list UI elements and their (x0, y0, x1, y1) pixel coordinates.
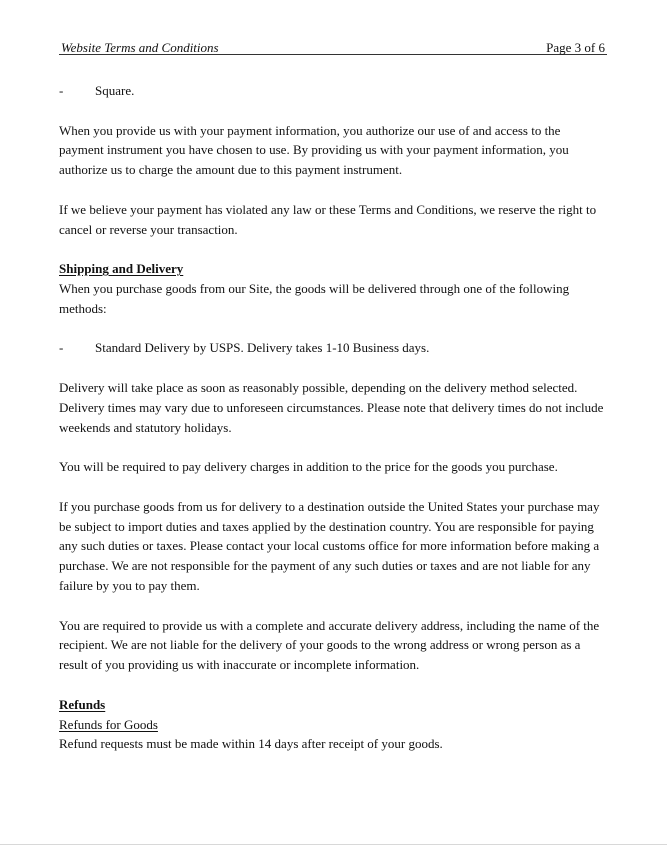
paragraph-shipping-intro: When you purchase goods from our Site, the goods will be delivered through one of the following methods: (59, 280, 570, 316)
paragraph-delivery-time: Delivery will take place as soon as reasonably possible, depending on the delivery method selected. Delivery times may vary due to unforeseen circumstances. Please note that delivery times do not include weekends and statutory holidays. (59, 379, 604, 435)
paragraph-address: You are required to provide us with a complete and accurate delivery address, including the name of the recipient. We are not liable for the delivery of your goods to the wrong address or wrong person as a result of you providing us with inaccurate or incomplete information. (59, 617, 600, 673)
page-header (59, 40, 607, 55)
list-item-text: Square. (95, 83, 135, 98)
page-number: Page 3 of 6 (546, 40, 605, 55)
paragraph-authorize: When you provide us with your payment information, you authorize our use of and access to the payment instrument you have chosen to use. By providing us with your payment information, you authorize us to charge the amount due to this payment instrument. (59, 122, 569, 178)
page-bottom-divider (0, 844, 667, 845)
paragraph-international: If you purchase goods from us for delivery to a destination outside the United States your purchase may be subject to import duties and taxes applied by the destination country. You are responsible for paying any such duties or taxes. Please contact your local customs office for more information before making a purchase. We are not responsible for the payment of any such duties or taxes and are not liable for any failure by you to pay them. (59, 498, 600, 593)
paragraph-refunds: Refund requests must be made within 14 days after receipt of your goods. (59, 736, 443, 752)
section-heading-shipping (59, 259, 608, 279)
list-item-text: Standard Delivery by USPS. Delivery takes 1-10 Business days. (95, 340, 430, 356)
paragraph-violation: If we believe your payment has violated any law or these Terms and Conditions, we reserve the right to cancel or reverse your transaction. (59, 201, 597, 237)
section-heading-refunds (59, 695, 608, 715)
header-title: Website Terms and Conditions (61, 40, 219, 55)
list-item-usps (59, 338, 608, 358)
bullet-dash: - (59, 83, 64, 98)
heading-text: Refunds (59, 696, 106, 712)
paragraph-delivery-charges: You will be required to pay delivery charges in addition to the price for the goods you purchase. (59, 459, 558, 475)
bullet-dash: - (59, 340, 64, 356)
list-item-square (59, 81, 608, 101)
subheading-refunds-goods (59, 715, 608, 735)
heading-text: Shipping and Delivery (59, 261, 184, 277)
document-body (59, 81, 608, 754)
subheading-text: Refunds for Goods (59, 716, 158, 732)
